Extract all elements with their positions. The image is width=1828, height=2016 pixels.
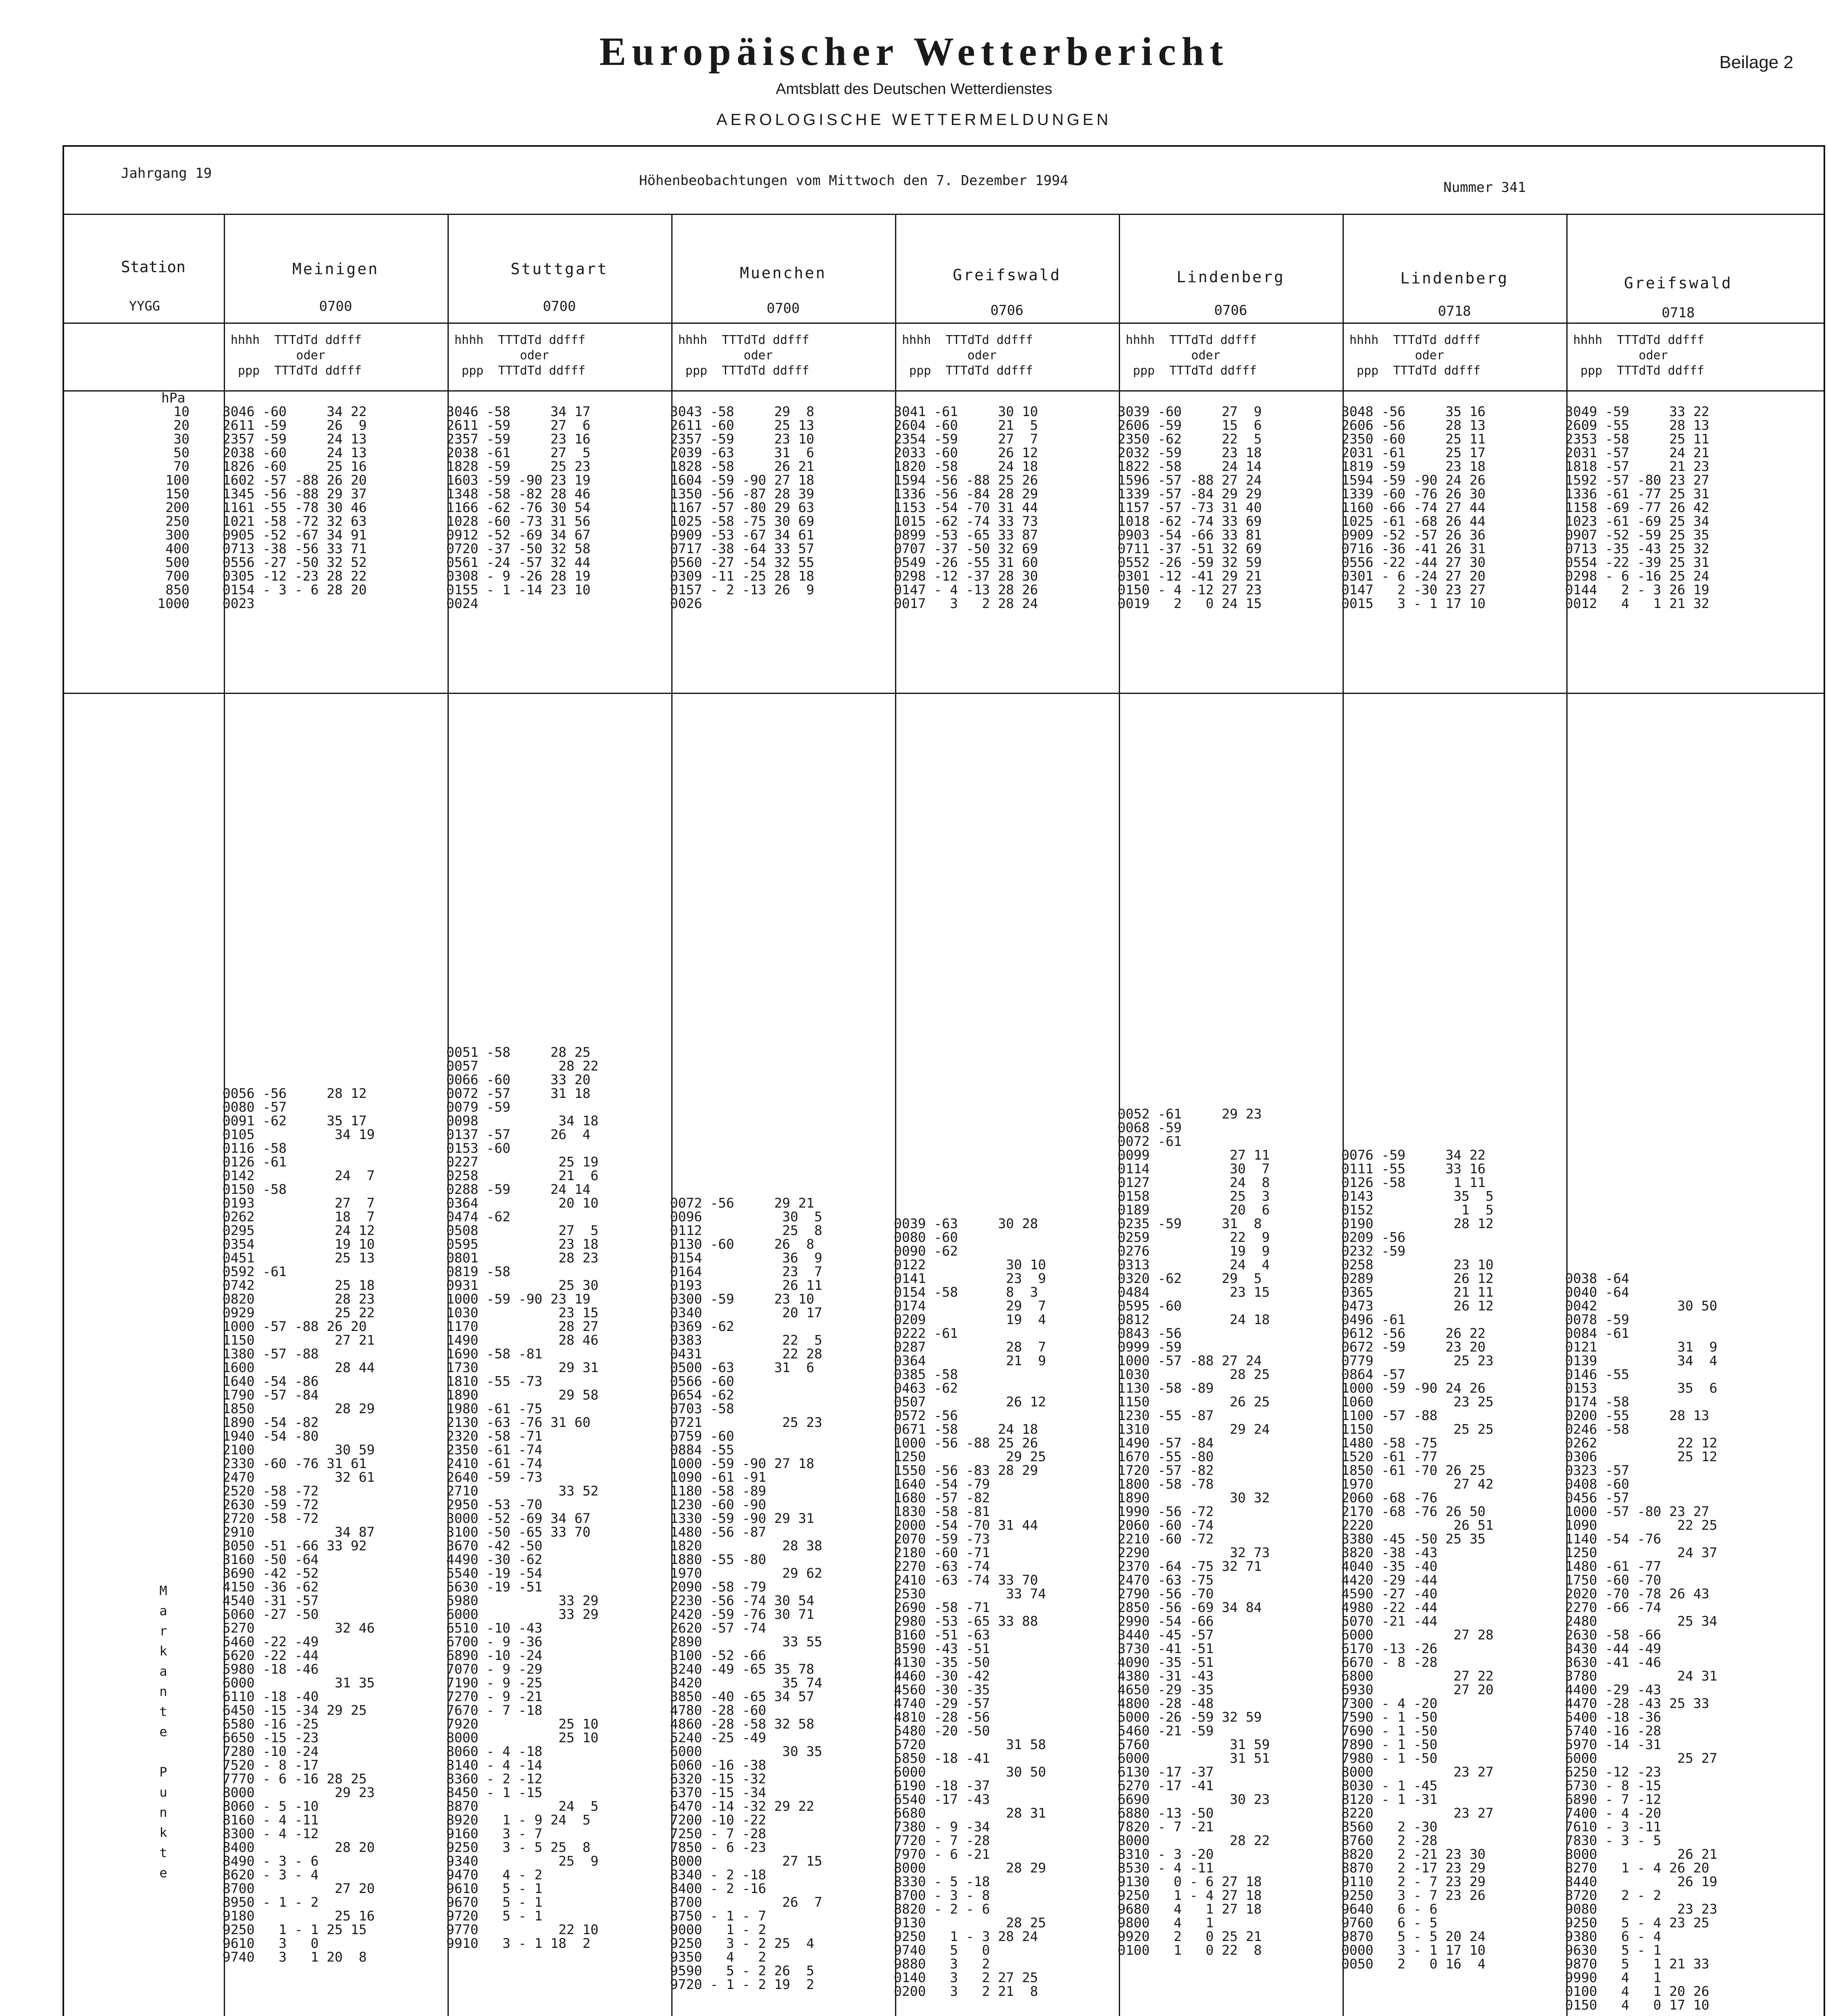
observation-title: Höhenbeobachtungen vom Mittwoch den 7. Dezember 1994 xyxy=(639,173,1068,189)
significant-levels: 0038 -64 0040 -64 0042 30 50 0078 -59 0084 -61 0121 31 9 0139 34 4 0146 -55 0153 35 6 0174 -58 0200 -55 28 13 0246 -58 0262 22 12 0306 25 12 0323 -57 0408 -60 0456 -57 1000 -57 -80 23 27 1090 22 25 1140 -54 -76 1250 24 37 1480 -61 -77 1750 -60 -70 2020 -70 -78 26 43 2270 -66 -74 2480 25 34 2630 -58 -66 3430 -44 -49 3630 -41 -46 3780 24 31 4400 -29 -43 4470 -28 -43 25 33 5400 -18 -36 5740 -16 -28 5970 -14 -31 6000 25 27 6250 -12 -23 6730 - 8 -15 6890 - 7 -12 7400 - 4 -20 7610 - 3 -11 7830 - 3 - 5 8000 26 21 8270 1 - 4 26 20 8440 26 19 8720 2 - 2 9080 23 23 9250 5 - 4 23 25 9380 6 - 4 9630 5 - 1 9870 5 1 21 33 9990 4 1 0100 4 1 20 26 0150 4 0 17 10 xyxy=(1565,1270,1718,2013)
standard-levels: 3048 -56 35 16 2606 -56 28 13 2350 -60 25 11 2031 -61 25 17 1819 -59 23 18 1594 -59 -90 24 26 1339 -60 -76 26 30 1160 -66 -74 27 44 1025 -61 -68 26 44 0909 -52 -57 26 36 0716 -36 -41 26 31 0556 -22 -44 27 30 0301 - 6 -24 27 20 0147 2 -30 23 27 0015 3 - 1 17 10 xyxy=(1341,404,1486,611)
rule-meta xyxy=(62,214,1825,215)
column-header: hhhh TTTdTd ddfff oder ppp TTTdTd ddfff xyxy=(454,333,586,378)
significant-levels: 0076 -59 34 22 0111 -55 33 16 0126 -58 1 11 0143 35 5 0152 1 5 0190 28 12 0209 -56 0232 -59 0258 23 10 0289 26 12 0365 21 11 0473 26 12 0496 -61 0612 -56 26 22 0672 -59 23 20 0779 25 23 0864 -57 1000 -59 -90 24 26 1060 23 25 1100 -57 -88 1150 25 25 1480 -58 -75 1520 -61 -77 1850 -61 -70 26 25 1970 27 42 2060 -68 -76 2170 -68 -76 26 50 2220 26 51 3380 -45 -50 25 35 3820 -38 -43 4040 -35 -40 4420 -29 -44 4590 -27 -40 4980 -22 -44 5070 -21 -44 6000 27 28 6170 -13 -26 6670 - 8 -28 6800 27 22 6930 27 20 7300 - 4 -20 7590 - 1 -50 7690 - 1 -50 7890 - 1 -50 7980 - 1 -50 8000 23 27 8030 - 1 -45 8120 - 1 -31 8220 23 27 8560 2 -30 8760 2 -28 8820 2 -21 23 30 8870 2 -17 23 29 9110 2 - 7 23 29 9250 3 - 7 23 26 9640 6 - 6 9760 6 - 5 9870 5 - 5 20 24 0000 3 - 1 17 10 0050 2 0 16 4 xyxy=(1341,1147,1494,1972)
page-title: Europäischer Wetterbericht xyxy=(599,29,1229,74)
markante-punkte-label: M a r k a n t e P u n k t e xyxy=(159,1583,167,1881)
rule-colhead xyxy=(62,390,1825,392)
standard-levels: 3043 -58 29 8 2611 -60 25 13 2357 -59 23 10 2039 -63 31 6 1828 -58 26 21 1604 -59 -90 27 18 1350 -56 -87 28 39 1167 -57 -80 29 63 1025 -58 -75 30 69 0909 -53 -67 34 61 0717 -38 -64 33 57 0560 -27 -54 32 55 0309 -11 -25 28 18 0157 - 2 -13 26 9 0026 xyxy=(670,404,814,611)
station-time: 0700 xyxy=(766,300,800,317)
station-time: 0706 xyxy=(1214,302,1247,319)
station-name: Greifswald xyxy=(1624,274,1732,292)
standard-levels: 3046 -58 34 17 2611 -59 27 6 2357 -59 23 16 2038 -61 27 5 1828 -59 25 23 1603 -59 -90 23 19 1348 -58 -82 28 46 1166 -62 -76 30 54 1028 -60 -73 31 56 0912 -52 -69 34 67 0720 -37 -50 32 58 0561 -24 -57 32 44 0308 - 9 -26 28 19 0155 - 1 -14 23 10 0024 xyxy=(446,404,591,611)
station-name: Lindenberg xyxy=(1400,269,1509,287)
significant-levels: 0056 -56 28 12 0080 -57 0091 -62 35 17 0105 34 19 0116 -58 0126 -61 0142 24 7 0150 -58 0193 27 7 0262 18 7 0295 24 12 0354 19 10 0451 25 13 0592 -61 0742 25 18 0820 28 23 0929 25 22 1000 -57 -88 26 20 1150 27 21 1380 -57 -88 1600 28 44 1640 -54 -86 1790 -57 -84 1850 28 29 1890 -54 -82 1940 -54 -80 2100 30 59 2330 -60 -76 31 61 2470 32 61 2520 -58 -72 2630 -59 -72 2720 -58 -72 2910 34 87 3050 -51 -66 33 92 3160 -50 -64 3690 -42 -52 4150 -36 -62 4540 -31 -57 5060 -27 -50 5270 32 46 5460 -22 -49 5620 -22 -44 5980 -18 -46 6000 31 35 6110 -18 -40 6450 -15 -34 29 25 6580 -16 -25 6650 -15 -23 7280 -10 -24 7520 - 8 -17 7770 - 6 -16 28 25 8000 29 23 8060 - 5 -10 8160 - 4 -11 8300 - 4 -12 8400 28 20 8490 - 3 - 6 8620 - 3 - 4 8700 27 20 8950 - 1 - 2 9180 25 16 9250 1 - 1 25 15 9610 3 0 9740 3 1 20 8 xyxy=(223,1085,375,1965)
station-name: Meinigen xyxy=(292,260,379,278)
pressure-levels: 10 20 30 50 70 100 150 200 250 300 400 500 700 850 1000 xyxy=(157,404,189,611)
rule-station xyxy=(62,323,1825,324)
standard-levels: 3046 -60 34 22 2611 -59 26 9 2357 -59 24 13 2038 -60 24 13 1826 -60 25 16 1602 -57 -88 26 20 1345 -56 -88 29 37 1161 -55 -78 30 46 1021 -58 -72 32 63 0905 -52 -67 34 91 0713 -38 -56 33 71 0556 -27 -50 32 52 0305 -12 -23 28 22 0154 - 3 - 6 28 20 0023 xyxy=(223,404,367,611)
page-subtitle: Amtsblatt des Deutschen Wetterdienstes xyxy=(776,81,1052,98)
column-header: hhhh TTTdTd ddfff oder ppp TTTdTd ddfff xyxy=(1573,333,1705,378)
column-header: hhhh TTTdTd ddfff oder ppp TTTdTd ddfff xyxy=(1126,333,1257,378)
column-header: hhhh TTTdTd ddfff oder ppp TTTdTd ddfff xyxy=(1349,333,1481,378)
column-header: hhhh TTTdTd ddfff oder ppp TTTdTd ddfff xyxy=(902,333,1033,378)
standard-levels: 3041 -61 30 10 2604 -60 21 5 2354 -59 27 7 2033 -60 26 12 1820 -58 24 18 1594 -56 -88 25 26 1336 -56 -84 28 29 1153 -54 -70 31 44 1015 -62 -74 33 73 0899 -53 -65 33 87 0707 -37 -50 32 69 0549 -26 -55 31 60 0298 -12 -37 28 30 0147 - 4 -13 28 26 0017 3 2 28 24 xyxy=(894,404,1038,611)
supplement-label: Beilage 2 xyxy=(1719,52,1793,72)
significant-levels: 0072 -56 29 21 0096 30 5 0112 25 8 0130 -60 26 8 0154 36 9 0164 23 7 0193 26 11 0300 -59 23 10 0340 20 17 0369 -62 0383 22 5 0431 22 28 0500 -63 31 6 0566 -60 0654 -62 0703 -58 0721 25 23 0759 -60 0884 -55 1000 -59 -90 27 18 1090 -61 -91 1180 -58 -89 1230 -60 -90 1330 -59 -90 29 31 1480 -56 -87 1820 28 38 1880 -55 -80 1970 29 62 2090 -58 -79 2230 -56 -74 30 54 2420 -59 -76 30 71 2620 -57 -74 2890 33 55 3100 -52 -66 3240 -49 -65 35 78 3420 35 74 3850 -40 -65 34 57 4780 -28 -60 4860 -28 -58 32 58 5240 -25 -49 6000 30 35 6060 -16 -38 6320 -15 -32 6370 -15 -34 6470 -14 -32 29 22 7200 -10 -22 7250 - 7 -28 7850 - 6 -23 8000 27 15 8340 - 2 -18 8400 - 2 -16 8700 26 7 8750 - 1 - 7 9000 1 - 2 9250 3 - 2 25 4 9350 4 2 9590 5 - 2 26 5 9720 - 1 - 2 19 2 xyxy=(670,1195,822,1992)
section-heading: AEROLOGISCHE WETTERMELDUNGEN xyxy=(716,111,1112,129)
station-time: 0700 xyxy=(319,298,352,314)
standard-levels: 3049 -59 33 22 2609 -55 28 13 2353 -58 25 11 2031 -57 24 21 1818 -57 21 23 1592 -57 -80 23 27 1336 -61 -77 25 31 1158 -69 -77 26 42 1023 -61 -69 25 34 0907 -52 -59 25 35 0713 -35 -43 25 32 0554 -22 -39 25 31 0298 - 6 -16 25 24 0144 2 - 3 26 19 0012 4 1 21 32 xyxy=(1565,404,1709,611)
station-time: 0706 xyxy=(990,302,1024,319)
station-time: 0700 xyxy=(543,298,576,314)
column-header: hhhh TTTdTd ddfff oder ppp TTTdTd ddfff xyxy=(678,333,810,378)
yygg-label: YYGG xyxy=(129,298,160,314)
station-name: Greifswald xyxy=(953,266,1061,284)
station-name: Lindenberg xyxy=(1176,268,1285,286)
hpa-label: hPa xyxy=(161,390,185,406)
standard-levels: 3039 -60 27 9 2606 -59 15 6 2350 -62 22 5 2032 -59 23 18 1822 -58 24 14 1596 -57 -88 27 24 1339 -57 -84 29 29 1157 -57 -73 31 40 1018 -62 -74 33 69 0903 -54 -66 33 81 0711 -37 -51 32 69 0552 -26 -59 32 59 0301 -12 -41 29 21 0150 - 4 -12 27 23 0019 2 0 24 15 xyxy=(1118,404,1262,611)
rule-standard-levels xyxy=(62,693,1825,694)
station-name: Stuttgart xyxy=(510,260,608,278)
station-label: Station xyxy=(121,258,186,276)
significant-levels: 0039 -63 30 28 0080 -60 0090 -62 0122 30 10 0141 23 9 0154 -58 8 3 0174 29 7 0209 19 4 0222 -61 0287 28 7 0364 21 9 0385 -58 0463 -62 0507 26 12 0572 -56 0671 -58 24 18 1000 -56 -88 25 26 1250 29 25 1550 -56 -83 28 29 1640 -54 -79 1680 -57 -82 1830 -58 -81 2000 -54 -70 31 44 2070 -59 -73 2180 -60 -71 2270 -63 -74 2410 -63 -74 33 70 2530 33 74 2690 -58 -71 2980 -53 -65 33 88 3160 -51 -63 3590 -43 -51 4130 -35 -50 4460 -30 -42 4560 -30 -35 4740 -29 -57 4810 -28 -56 5480 -20 -50 5720 31 58 5850 -18 -41 6000 30 50 6190 -18 -37 6540 -17 -43 6680 28 31 7380 - 9 -34 7720 - 7 -28 7970 - 6 -21 8000 28 29 8330 - 5 -18 8700 - 3 - 8 8820 - 2 - 6 9130 28 25 9250 1 - 3 28 24 9740 5 0 9880 3 2 0140 3 2 27 25 0200 3 2 21 8 xyxy=(894,1216,1046,1999)
significant-levels: 0051 -58 28 25 0057 28 22 0066 -60 33 20 0072 -57 31 18 0079 -59 0098 34 18 0137 -57 26 4 0153 -60 0227 25 19 0258 21 6 0288 -59 24 14 0364 20 10 0474 -62 0508 27 5 0595 23 18 0801 28 23 0819 -58 0931 25 30 1000 -59 -90 23 19 1030 23 15 1170 28 27 1490 28 46 1690 -58 -81 1730 29 31 1810 -55 -73 1890 29 58 1980 -61 -75 2130 -63 -76 31 60 2320 -58 -71 2350 -61 -74 2410 -61 -74 2640 -59 -73 2710 33 52 2950 -53 -70 3000 -52 -69 34 67 3100 -50 -65 33 70 3670 -42 -50 4490 -30 -62 5540 -19 -54 5630 -19 -51 5980 33 29 6000 33 29 6510 -10 -43 6700 - 9 -36 6890 -10 -24 7070 - 9 -29 7190 - 9 -25 7270 - 9 -21 7670 - 7 -18 7920 25 10 8000 25 10 8060 - 4 -18 8140 - 4 -14 8360 - 2 -12 8450 - 1 -15 8870 24 5 8920 1 - 9 24 5 9160 3 - 7 9250 3 - 5 25 8 9340 25 9 9470 4 - 2 9610 5 - 1 9670 5 - 1 9720 5 - 1 9770 22 10 9910 3 - 1 18 2 xyxy=(446,1044,599,1951)
station-name: Muenchen xyxy=(739,264,827,282)
significant-levels: 0052 -61 29 23 0068 -59 0072 -61 0099 27 11 0114 30 7 0127 24 8 0158 25 3 0189 20 6 0235 -59 31 8 0259 22 9 0276 19 9 0313 24 4 0320 -62 29 5 0484 23 15 0595 -60 0812 24 18 0843 -56 0999 -59 1000 -57 -88 27 24 1030 28 25 1130 -58 -89 1150 26 25 1230 -55 -87 1310 29 24 1490 -57 -84 1670 -55 -80 1720 -57 -82 1800 -58 -78 1890 30 32 1990 -56 -72 2060 -60 -74 2210 -60 -72 2290 32 73 2370 -64 -75 32 71 2470 -63 -75 2790 -56 -70 2850 -56 -69 34 84 2990 -54 -66 3440 -45 -57 3730 -41 -51 4090 -35 -51 4380 -31 -43 4650 -29 -35 4800 -28 -48 5000 -26 -59 32 59 5460 -21 -59 5760 31 59 6000 31 51 6130 -17 -37 6270 -17 -41 6690 30 23 6880 -13 -50 7820 - 7 -21 8000 28 22 8310 - 3 -20 8530 - 4 -11 9130 0 - 6 27 18 9250 1 - 4 27 18 9680 4 1 27 18 9800 4 1 9920 2 0 25 21 0100 1 0 22 8 xyxy=(1118,1106,1270,1958)
column-header: hhhh TTTdTd ddfff oder ppp TTTdTd ddfff xyxy=(231,333,362,378)
issue-number: Nummer 341 xyxy=(1443,179,1526,196)
jahrgang-label: Jahrgang 19 xyxy=(121,165,212,181)
station-time: 0718 xyxy=(1661,305,1695,321)
station-time: 0718 xyxy=(1438,303,1471,319)
